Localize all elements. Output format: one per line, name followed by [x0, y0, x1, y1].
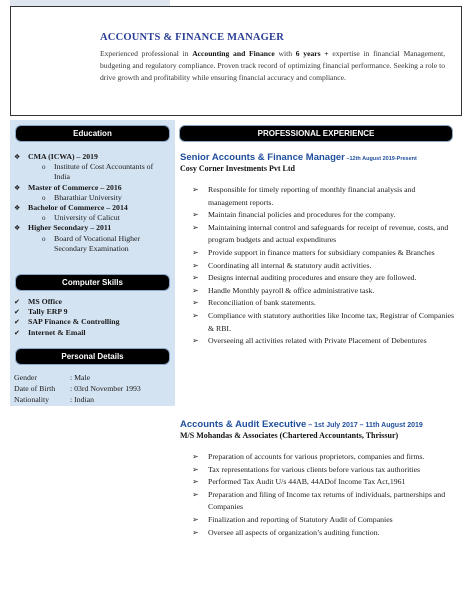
job2-responsibility-item: ➢ Tax representations for various clients before various tax authorities — [192, 464, 454, 477]
resume-title: ACCOUNTS & FINANCE MANAGER — [100, 32, 284, 43]
job2-company: M/S Mohandas & Associates (Chartered Accountants, Thrissur) — [180, 431, 399, 440]
summary-bold-field: Accounting and Finance — [192, 49, 275, 58]
job2-responsibilities — [192, 451, 454, 539]
education-institution: o Bharathiar University — [14, 193, 164, 203]
personal-details-table — [14, 372, 141, 405]
personal-detail-value: : 03rd November 1993 — [70, 384, 141, 393]
personal-detail-value: : Male — [70, 373, 91, 382]
education-degree: ❖ CMA (ICWA) – 2019 — [14, 152, 164, 162]
skill-item: ✔ Tally ERP 9 — [14, 307, 164, 317]
education-institution: o Institute of Cost Accountants of India — [14, 162, 164, 182]
job2-responsibility-item: ➢ Finalization and reporting of Statutory Audit of Companies — [192, 514, 454, 527]
job1-title-text: Senior Accounts & Finance Manager — [180, 152, 345, 163]
job1-responsibility-item: ➢ Designs internal auditing procedures and ensure they are followed. — [192, 272, 454, 285]
job1-responsibility-item: ➢ Provide support in finance matters for subsidiary companies & Branches — [192, 247, 454, 260]
education-list — [14, 152, 164, 254]
personal-details-heading: Personal Details — [16, 349, 169, 364]
job1-responsibility-item: ➢ Reconciliation of bank statements. — [192, 297, 454, 310]
personal-detail-key: Gender — [14, 373, 37, 382]
personal-detail-row — [14, 394, 141, 405]
job1-responsibility-item: ➢ Overseeing all activities related with Private Placement of Debentures — [192, 335, 454, 348]
summary-mid: with — [274, 49, 296, 58]
personal-detail-key: Date of Birth — [14, 384, 56, 393]
education-institution: o University of Calicut — [14, 213, 164, 223]
skill-item: ✔ MS Office — [14, 297, 164, 307]
job2-title — [180, 419, 423, 430]
job1-responsibility-item: ➢ Maintaining internal control and safeguards for receipt of revenue, costs, and program budgets and actual expenditures — [192, 222, 454, 247]
job1-responsibility-item: ➢ Responsible for timely reporting of monthly financial analysis and management reports. — [192, 184, 454, 209]
education-heading: Education — [16, 126, 169, 141]
summary-bold-years: 6 years + — [295, 49, 329, 58]
education-degree: ❖ Higher Secondary – 2011 — [14, 223, 164, 233]
job1-responsibility-item: ➢ Compliance with statutory authorities like Income tax, Registrar of Companies & RBI. — [192, 310, 454, 335]
job1-date: –12th August 2019-Present — [344, 156, 417, 162]
job1-responsibilities — [192, 184, 454, 348]
professional-experience-heading: PROFESSIONAL EXPERIENCE — [180, 126, 452, 141]
job2-responsibility-item: ➢ Preparation and filing of Income tax returns of individuals, partnerships and Companies — [192, 489, 454, 514]
education-institution: o Board of Vocational Higher Secondary Examination — [14, 234, 164, 254]
skill-item: ✔ Internet & Email — [14, 328, 164, 338]
personal-detail-value: : Indian — [70, 395, 95, 404]
education-degree: ❖ Master of Commerce – 2016 — [14, 183, 164, 193]
job1-responsibility-item: ➢ Handle Monthly payroll & office administrative task. — [192, 285, 454, 298]
job1-responsibility-item: ➢ Maintain financial policies and procedures for the company. — [192, 209, 454, 222]
profile-summary — [100, 48, 445, 85]
skill-item: ✔ SAP Finance & Controlling — [14, 317, 164, 327]
job2-responsibility-item: ➢ Preparation of accounts for various proprietors, companies and firms. — [192, 451, 454, 464]
personal-detail-key: Nationality — [14, 395, 50, 404]
summary-post: expertise in financial Management, budgeting and regulatory compliance. Proven track record of optimizing financial performance. Seeking a role to drive growth and profitability while ensuring financial accuracy and compliance. — [100, 49, 445, 83]
skills-list — [14, 297, 164, 338]
summary-pre: Experienced professional in — [100, 49, 193, 58]
job2-responsibility-item: ➢ Oversee all aspects of organization’s auditing function. — [192, 527, 454, 540]
job2-title-text: Accounts & Audit Executive — [180, 419, 307, 430]
job2-responsibility-item: ➢ Performed Tax Audit U/s 44AB, 44ADof Income Tax Act,1961 — [192, 476, 454, 489]
job1-responsibility-item: ➢ Coordinating all internal & statutory audit activities. — [192, 260, 454, 273]
personal-detail-row — [14, 383, 141, 394]
job1-company: Cosy Corner Investments Pvt Ltd — [180, 164, 295, 173]
job2-date: – 1st July 2017 – 11th August 2019 — [306, 422, 423, 429]
personal-detail-row — [14, 372, 141, 383]
job1-title — [180, 152, 417, 163]
computer-skills-heading: Computer Skills — [16, 275, 169, 290]
education-degree: ❖ Bachelor of Commerce – 2014 — [14, 203, 164, 213]
